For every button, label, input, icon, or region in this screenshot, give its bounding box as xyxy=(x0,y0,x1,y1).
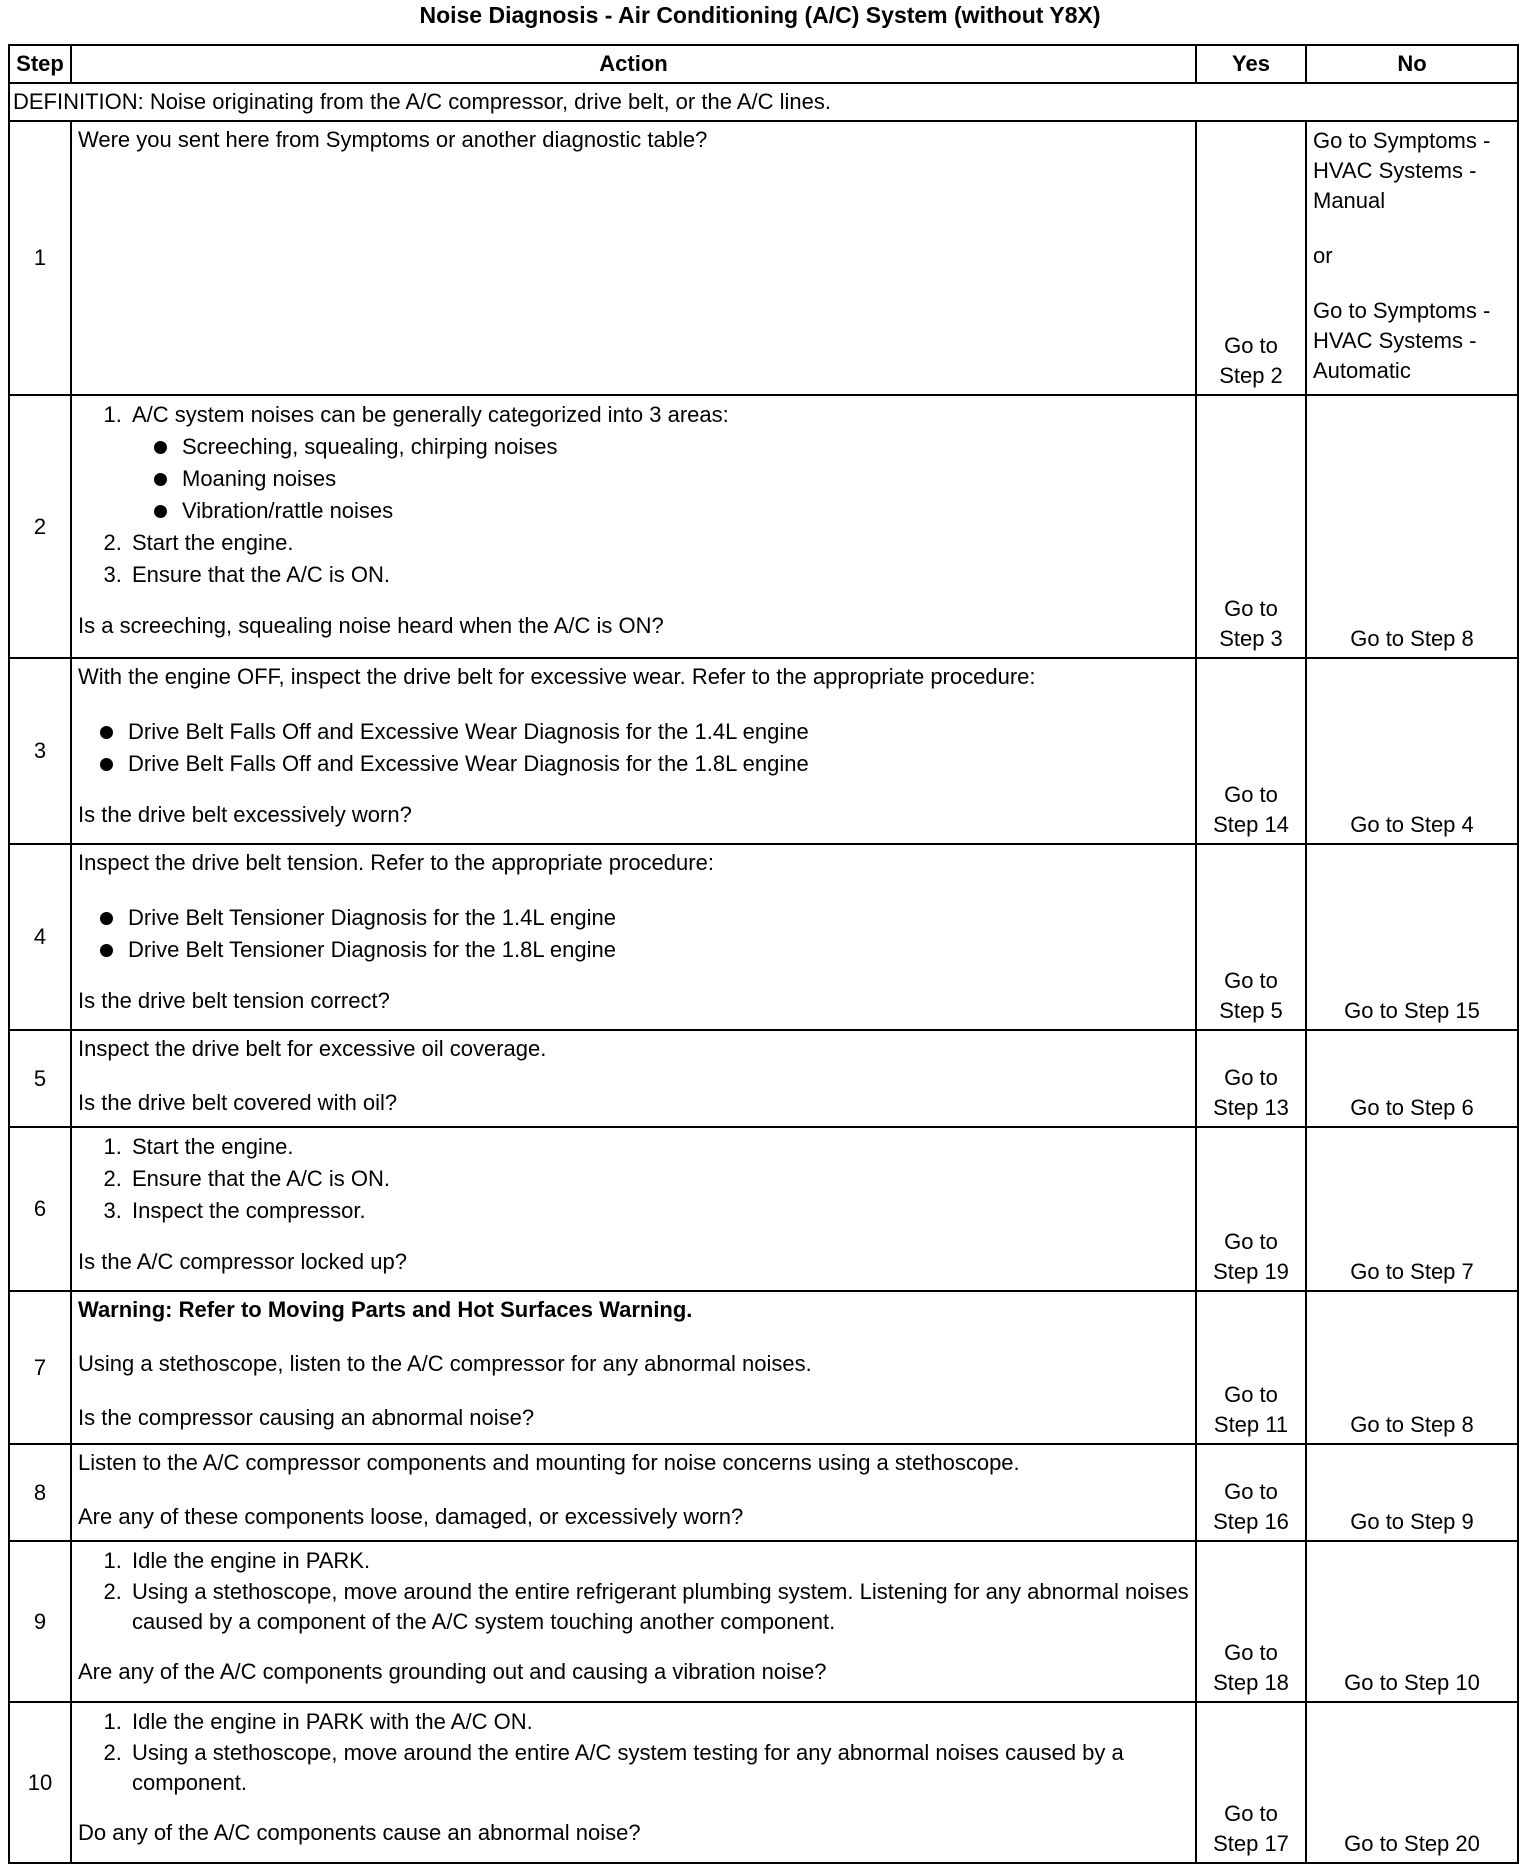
header-action: Action xyxy=(71,45,1196,83)
question-text: Do any of the A/C components cause an abnormal noise? xyxy=(78,1820,641,1845)
yes-line: Step 18 xyxy=(1213,1670,1289,1695)
list-item: 3. Inspect the compressor. xyxy=(128,1195,1189,1227)
no-line: or xyxy=(1313,243,1333,268)
list-item: 3. Ensure that the A/C is ON. xyxy=(128,559,1189,591)
definition-text: DEFINITION: Noise originating from the A/C compressor, drive belt, or the A/C lines. xyxy=(9,83,1518,121)
list-item: 2. Ensure that the A/C is ON. xyxy=(128,1163,1189,1195)
diagnosis-table xyxy=(8,44,1519,1864)
bullet-item: Vibration/rattle noises xyxy=(132,495,1189,527)
bullet-item: Drive Belt Falls Off and Excessive Wear Diagnosis for the 1.4L engine xyxy=(78,716,1189,748)
action-cell xyxy=(71,395,1196,658)
no-line: Automatic xyxy=(1313,358,1411,383)
table-row xyxy=(9,844,1518,1030)
table-row xyxy=(9,1030,1518,1127)
yes-line: Go to xyxy=(1224,1065,1278,1090)
no-line: Go to Symptoms - xyxy=(1313,128,1491,153)
yes-line: Go to xyxy=(1224,1801,1278,1826)
step-number: 9 xyxy=(9,1541,71,1702)
bullet-item: Drive Belt Tensioner Diagnosis for the 1.8L engine xyxy=(78,934,1189,966)
bullet-item: Drive Belt Falls Off and Excessive Wear Diagnosis for the 1.8L engine xyxy=(78,748,1189,780)
no-cell: Go to Step 20 xyxy=(1306,1702,1518,1863)
action-cell xyxy=(71,658,1196,844)
yes-cell xyxy=(1196,1541,1306,1702)
header-row xyxy=(9,45,1518,83)
list-item: 1. Idle the engine in PARK. xyxy=(128,1545,1189,1577)
yes-line: Go to xyxy=(1224,596,1278,621)
question-text: Is a screeching, squealing noise heard when the A/C is ON? xyxy=(78,613,664,638)
list-item: 2. Using a stethoscope, move around the entire refrigerant plumbing system. Listening for any abnormal noises caused by a component of the A/C system touching another component. xyxy=(128,1577,1189,1637)
question-text: Is the compressor causing an abnormal noise? xyxy=(78,1405,535,1430)
question-text: Is the drive belt covered with oil? xyxy=(78,1090,398,1115)
no-cell: Go to Step 15 xyxy=(1306,844,1518,1030)
intro-text: Inspect the drive belt for excessive oil coverage. xyxy=(78,1036,547,1061)
no-line: Go to Symptoms - xyxy=(1313,298,1491,323)
question-text: Is the A/C compressor locked up? xyxy=(78,1249,407,1274)
list-item: 2. Start the engine. xyxy=(128,527,1189,559)
question-text: Is the drive belt excessively worn? xyxy=(78,802,412,827)
yes-cell xyxy=(1196,121,1306,395)
action-cell xyxy=(71,1030,1196,1127)
yes-cell xyxy=(1196,1702,1306,1863)
no-cell: Go to Step 7 xyxy=(1306,1127,1518,1291)
yes-line: Go to xyxy=(1224,1479,1278,1504)
table-row xyxy=(9,395,1518,658)
yes-cell xyxy=(1196,395,1306,658)
yes-cell xyxy=(1196,1444,1306,1541)
yes-line: Step 14 xyxy=(1213,812,1289,837)
no-cell: Go to Step 8 xyxy=(1306,395,1518,658)
document-title: Noise Diagnosis - Air Conditioning (A/C) System (without Y8X) xyxy=(419,2,1101,28)
bullet-list xyxy=(78,902,1189,966)
yes-line: Step 3 xyxy=(1219,626,1283,651)
yes-cell xyxy=(1196,1030,1306,1127)
action-cell xyxy=(71,1127,1196,1291)
intro-text: Inspect the drive belt tension. Refer to the appropriate procedure: xyxy=(78,850,714,875)
step-number: 10 xyxy=(9,1702,71,1863)
numbered-list xyxy=(78,1545,1189,1637)
yes-line: Go to xyxy=(1224,782,1278,807)
yes-cell xyxy=(1196,658,1306,844)
no-cell: Go to Step 8 xyxy=(1306,1291,1518,1444)
intro-text: With the engine OFF, inspect the drive belt for excessive wear. Refer to the appropriate procedure: xyxy=(78,664,1036,689)
action-cell xyxy=(71,121,1196,395)
yes-line: Go to xyxy=(1224,968,1278,993)
table-row xyxy=(9,1291,1518,1444)
header-yes: Yes xyxy=(1196,45,1306,83)
no-cell: Go to Step 6 xyxy=(1306,1030,1518,1127)
question-text: Were you sent here from Symptoms or another diagnostic table? xyxy=(78,127,708,152)
table-row xyxy=(9,1444,1518,1541)
no-line: HVAC Systems - xyxy=(1313,328,1477,353)
header-step: Step xyxy=(9,45,71,83)
no-line: HVAC Systems - xyxy=(1313,158,1477,183)
warning-text: Warning: Refer to Moving Parts and Hot Surfaces Warning. xyxy=(78,1297,693,1322)
question-text: Is the drive belt tension correct? xyxy=(78,988,390,1013)
definition-row xyxy=(9,83,1518,121)
yes-line: Go to xyxy=(1224,333,1278,358)
action-cell xyxy=(71,1291,1196,1444)
action-cell xyxy=(71,1541,1196,1702)
yes-line: Step 2 xyxy=(1219,363,1283,388)
yes-cell xyxy=(1196,844,1306,1030)
table-row xyxy=(9,1702,1518,1863)
bullet-list xyxy=(132,431,1189,527)
bullet-list xyxy=(78,716,1189,780)
yes-line: Step 11 xyxy=(1213,1412,1289,1437)
no-cell: Go to Step 4 xyxy=(1306,658,1518,844)
numbered-list xyxy=(78,399,1189,591)
yes-cell xyxy=(1196,1127,1306,1291)
list-item: 1. A/C system noises can be generally categorized into 3 areas: Screeching, squealing, chirping noises Moaning noises Vibration/rattle noises xyxy=(128,399,1189,527)
yes-line: Step 16 xyxy=(1213,1509,1289,1534)
step-number: 5 xyxy=(9,1030,71,1127)
table-row xyxy=(9,1127,1518,1291)
bullet-item: Moaning noises xyxy=(132,463,1189,495)
list-item: 2. Using a stethoscope, move around the entire A/C system testing for any abnormal noises caused by a component. xyxy=(128,1738,1189,1798)
no-cell: Go to Step 9 xyxy=(1306,1444,1518,1541)
step-number: 6 xyxy=(9,1127,71,1291)
action-cell xyxy=(71,844,1196,1030)
numbered-list xyxy=(78,1131,1189,1227)
table-row xyxy=(9,1541,1518,1702)
action-cell xyxy=(71,1444,1196,1541)
yes-line: Step 17 xyxy=(1213,1831,1289,1856)
yes-line: Step 19 xyxy=(1213,1259,1289,1284)
step-number: 3 xyxy=(9,658,71,844)
yes-cell xyxy=(1196,1291,1306,1444)
header-no: No xyxy=(1306,45,1518,83)
table-row xyxy=(9,121,1518,395)
question-text: Are any of the A/C components grounding out and causing a vibration noise? xyxy=(78,1659,827,1684)
no-line: Manual xyxy=(1313,188,1386,213)
bullet-item: Screeching, squealing, chirping noises xyxy=(132,431,1189,463)
step-number: 2 xyxy=(9,395,71,658)
step-number: 4 xyxy=(9,844,71,1030)
question-text: Are any of these components loose, damaged, or excessively worn? xyxy=(78,1504,744,1529)
yes-line: Step 5 xyxy=(1219,998,1283,1023)
intro-text: Listen to the A/C compressor components and mounting for noise concerns using a stethoscope. xyxy=(78,1450,1020,1475)
step-number: 8 xyxy=(9,1444,71,1541)
bullet-item: Drive Belt Tensioner Diagnosis for the 1.4L engine xyxy=(78,902,1189,934)
intro-text: Using a stethoscope, listen to the A/C compressor for any abnormal noises. xyxy=(78,1351,812,1376)
step-number: 1 xyxy=(9,121,71,395)
action-cell xyxy=(71,1702,1196,1863)
yes-line: Step 13 xyxy=(1213,1095,1289,1120)
numbered-list xyxy=(78,1706,1189,1798)
yes-line: Go to xyxy=(1224,1382,1278,1407)
no-cell xyxy=(1306,121,1518,395)
step-number: 7 xyxy=(9,1291,71,1444)
no-cell: Go to Step 10 xyxy=(1306,1541,1518,1702)
list-item: 1. Start the engine. xyxy=(128,1131,1189,1163)
table-row xyxy=(9,658,1518,844)
yes-line: Go to xyxy=(1224,1229,1278,1254)
list-item: 1. Idle the engine in PARK with the A/C ON. xyxy=(128,1706,1189,1738)
yes-line: Go to xyxy=(1224,1640,1278,1665)
